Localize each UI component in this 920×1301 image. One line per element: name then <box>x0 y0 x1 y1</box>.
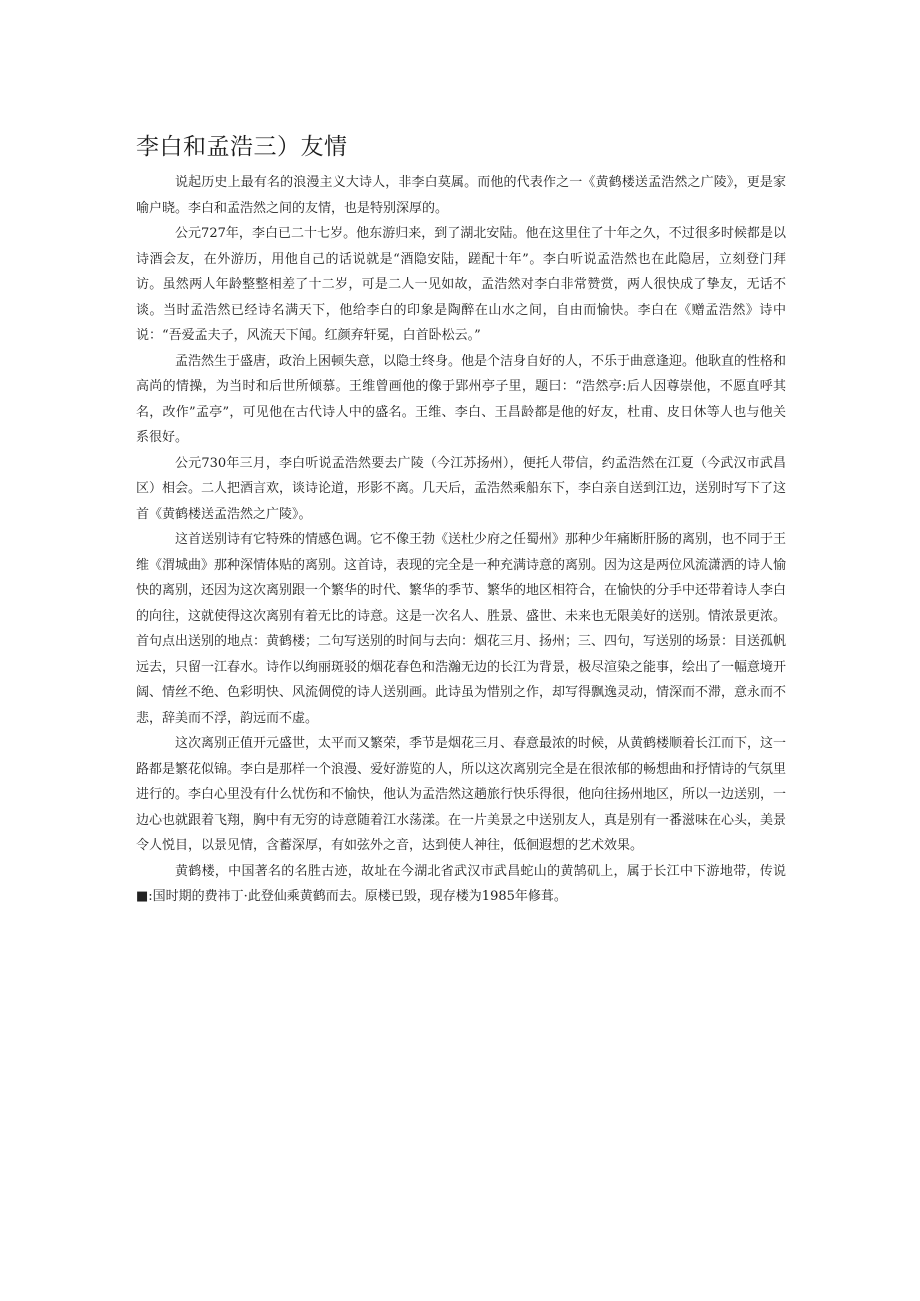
document-body <box>136 170 786 910</box>
paragraph: 公元727年，李白已二十七岁。他东游归来，到了湖北安陆。他在这里住了十年之久，不过很多时候都是以诗酒会友，在外游历，用他自己的话说就是“酒隐安陆，蹉配十年”。李白听说孟浩然也在此隐居，立刻登门拜访。虽然两人年龄整整相差了十二岁，可是二人一见如故，孟浩然对李白非常赞赏，两人很快成了挚友，无话不谈。当时孟浩然已经诗名满天下，他给李白的印象是陶醉在山水之间，自由而愉快。李白在《赠孟浩然》诗中说：“吾爱孟夫子，风流天下闻。红颜弃轩冕，白首卧松云。” <box>136 226 786 343</box>
paragraph: 黄鹤楼，中国著名的名胜古迹，故址在今湖北省武汉市武昌蛇山的黄鹄矶上，属于长江中下游地带，传说■:国时期的费祎丁·此登仙乘黄鹤而去。原楼已毁，现存楼为1985年修葺。 <box>136 863 786 904</box>
paragraph: 这次离别正值开元盛世，太平而又繁荣，季节是烟花三月、春意最浓的时候，从黄鹤楼顺着长江而下，这一路都是繁花似锦。李白是那样一个浪漫、爱好游览的人，所以这次离别完全是在很浓郁的畅想曲和抒情诗的气氛里进行的。李白心里没有什么忧伤和不愉快，他认为孟浩然这趟旅行快乐得很，他向往扬州地区，所以一边送别，一边心也就跟着飞翔，胸中有无穷的诗意随着江水荡漾。在一片美景之中送别友人，真是别有一番滋味在心头，美景令人悦目，以景见情，含蓄深厚，有如弦外之音，达到使人神往，低徊遐想的艺术效果。 <box>136 736 787 853</box>
paragraph: 公元730年三月，李白听说孟浩然要去广陵（今江苏扬州），便托人带信，约孟浩然在江夏（今武汉市武昌区）相会。二人把酒言欢，谈诗论道，形影不离。几天后，孟浩然乘船东下，李白亲自送到江边，送别时写下了这首《黄鹤楼送孟浩然之广陵》。 <box>136 455 787 522</box>
paragraph: 孟浩然生于盛唐，政治上困顿失意，以隐士终身。他是个洁身自好的人，不乐于曲意逢迎。他耿直的性格和高尚的情操，为当时和后世所倾慕。王维曾画他的像于郢州亭子里，题曰：“浩然亭:后人因尊崇他，不愿直呼其名，改作”孟亭”，可见他在古代诗人中的盛名。王维、李白、王昌龄都是他的好友，杜甫、皮日休等人也与他关系很好。 <box>136 353 787 445</box>
paragraph: 说起历史上最有名的浪漫主义大诗人，非李白莫属。而他的代表作之一《黄鹤楼送孟浩然之广陵》，更是家喻户晓。李白和孟浩然之间的友情，也是特别深厚的。 <box>136 175 786 216</box>
document-title: 李白和孟浩三）友情 <box>136 134 348 160</box>
paragraph: 这首送别诗有它特殊的情感色调。它不像王勃《送杜少府之任蜀州》那种少年痛断肝肠的离别，也不同于王维《渭城曲》那种深情体贴的离别。这首诗，表现的完全是一种充满诗意的离别。因为这是两位风流潇洒的诗人愉快的离别，还因为这次离别跟一个繁华的时代、繁华的季节、繁华的地区相符合，在愉快的分手中还带着诗人李白的向往，这就使得这次离别有着无比的诗意。这是一次名人、胜景、盛世、未来也无限美好的送别。情浓景更浓。首句点出送别的地点：黄鹤楼；二句写送别的时间与去向：烟花三月、扬州；三、四句，写送别的场景：目送孤帆远去，只留一江春水。诗作以绚丽斑驳的烟花春色和浩瀚无边的长江为背景，极尽渲染之能事，绘出了一幅意境开阔、情丝不绝、色彩明快、风流倜傥的诗人送别画。此诗虽为惜别之作，却写得飘逸灵动，情深而不滞，意永而不悲，辞美而不浮，韵远而不虚。 <box>136 532 787 726</box>
